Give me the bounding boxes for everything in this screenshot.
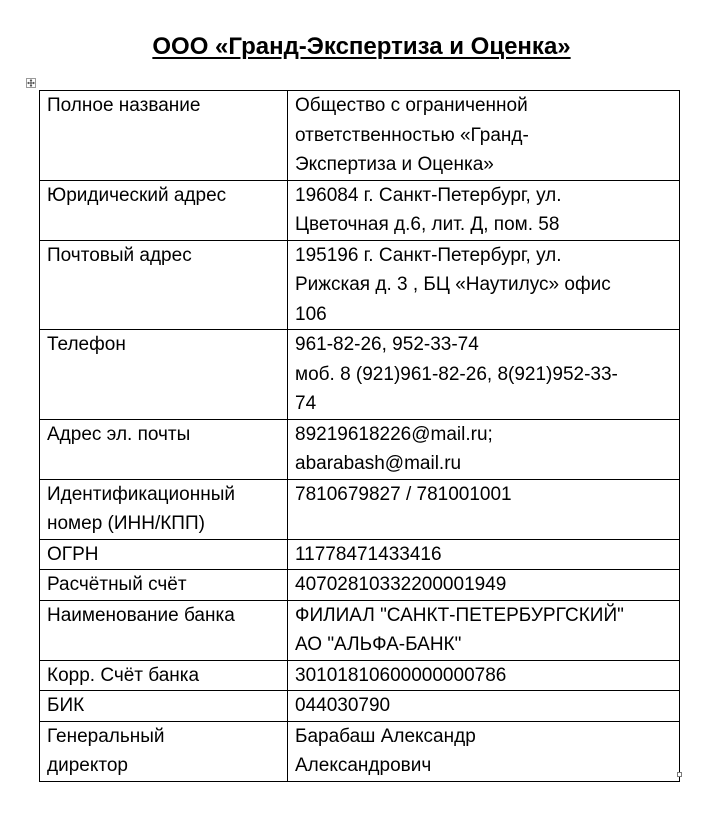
row-label-phone: Телефон xyxy=(40,330,288,420)
row-value-inn-kpp: 7810679827 / 781001001 xyxy=(288,479,680,539)
document-title: ООО «Гранд-Экспертиза и Оценка» xyxy=(152,33,571,60)
table-move-handle-icon[interactable] xyxy=(26,78,36,88)
row-label-bank-name: Наименование банка xyxy=(40,600,288,660)
row-value-ogrn: 11778471433416 xyxy=(288,539,680,570)
table-row xyxy=(40,330,680,420)
row-label-bik: БИК xyxy=(40,691,288,722)
table-row xyxy=(40,691,680,722)
table-row xyxy=(40,91,680,181)
table-row xyxy=(40,419,680,479)
company-details-table xyxy=(39,90,680,782)
row-value-email: 89219618226@mail.ru; abarabash@mail.ru xyxy=(288,419,680,479)
row-label-full-name: Полное название xyxy=(40,91,288,181)
table-row xyxy=(40,600,680,660)
row-label-legal-address: Юридический адрес xyxy=(40,180,288,240)
table-row xyxy=(40,570,680,601)
table-row xyxy=(40,479,680,539)
row-value-bank-name: ФИЛИАЛ "САНКТ-ПЕТЕРБУРГСКИЙ" АО "АЛЬФА-БАНК" xyxy=(288,600,680,660)
table-row xyxy=(40,539,680,570)
row-label-inn-kpp: Идентификационный номер (ИНН/КПП) xyxy=(40,479,288,539)
row-label-corr-account: Корр. Счёт банка xyxy=(40,660,288,691)
table-row xyxy=(40,660,680,691)
table-resize-handle[interactable] xyxy=(677,772,682,777)
row-value-corr-account: 30101810600000000786 xyxy=(288,660,680,691)
row-value-settlement-account: 40702810332200001949 xyxy=(288,570,680,601)
table-row xyxy=(40,180,680,240)
row-label-director: Генеральный директор xyxy=(40,721,288,781)
table-row xyxy=(40,240,680,330)
row-value-bik: 044030790 xyxy=(288,691,680,722)
row-value-phone: 961-82-26, 952-33-74 моб. 8 (921)961-82-26, 8(921)952-33- 74 xyxy=(288,330,680,420)
row-value-full-name: Общество с ограниченной ответственностью «Гранд- Экспертиза и Оценка» xyxy=(288,91,680,181)
row-label-email: Адрес эл. почты xyxy=(40,419,288,479)
row-label-postal-address: Почтовый адрес xyxy=(40,240,288,330)
row-label-ogrn: ОГРН xyxy=(40,539,288,570)
table-row xyxy=(40,721,680,781)
row-value-postal-address: 195196 г. Санкт-Петербург, ул. Рижская д. 3 , БЦ «Наутилус» офис 106 xyxy=(288,240,680,330)
row-value-legal-address: 196084 г. Санкт-Петербург, ул. Цветочная д.6, лит. Д, пом. 58 xyxy=(288,180,680,240)
row-label-settlement-account: Расчётный счёт xyxy=(40,570,288,601)
row-value-director: Барабаш Александр Александрович xyxy=(288,721,680,781)
